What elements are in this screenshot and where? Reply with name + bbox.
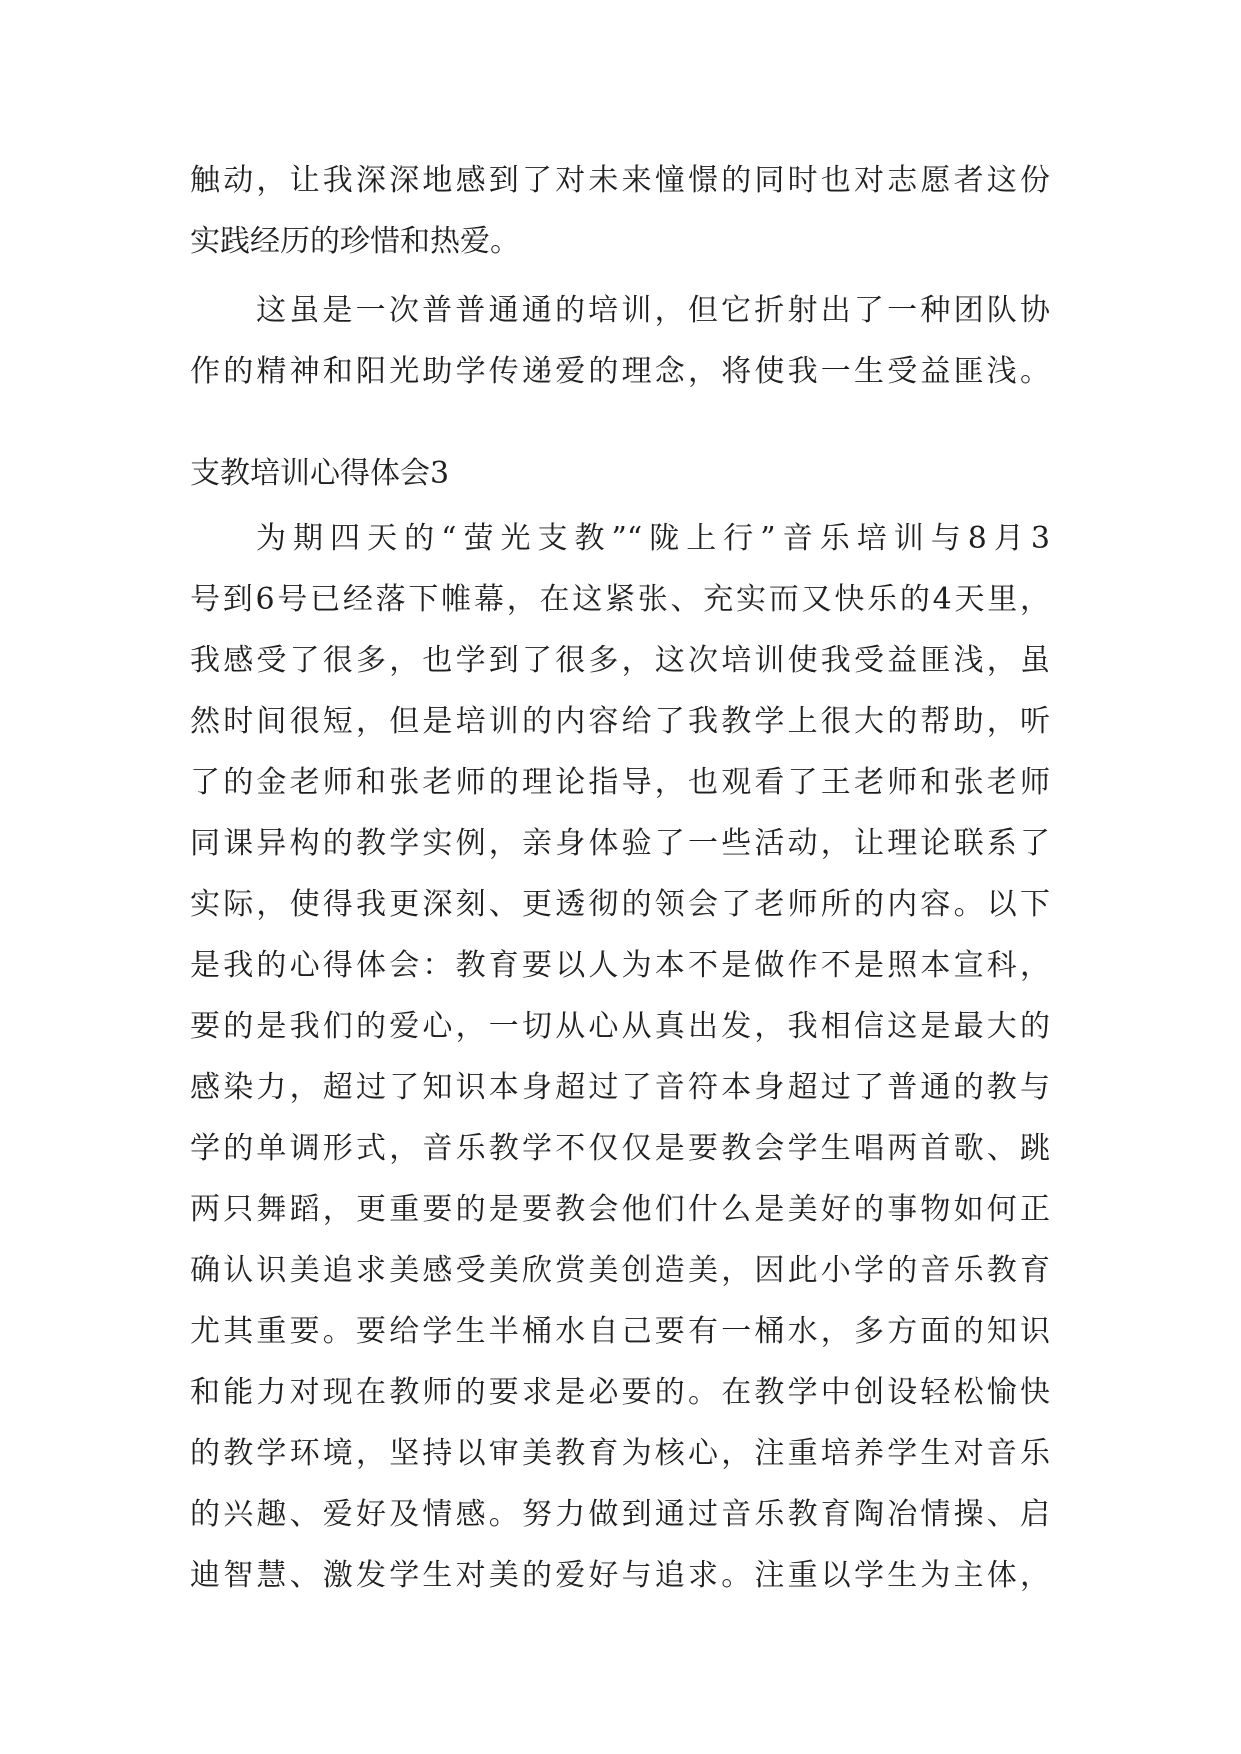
paragraph-line: 我感受了很多，也学到了很多，这次培训使我受益匪浅，虽: [190, 643, 1050, 678]
paragraph-line: 和能力对现在教师的要求是必要的。在教学中创设轻松愉快: [190, 1375, 1050, 1410]
paragraph-line: 同课异构的教学实例，亲身体验了一些活动，让理论联系了: [190, 826, 1050, 861]
paragraph-line: 两只舞蹈，更重要的是要教会他们什么是美好的事物如何正: [190, 1192, 1050, 1227]
paragraph-line: 是我的心得体会：教育要以人为本不是做作不是照本宣科，: [190, 948, 1050, 983]
paragraph-line: 迪智慧、激发学生对美的爱好与追求。注重以学生为主体，: [190, 1558, 1050, 1593]
paragraph-line: 为期四天的“萤光支教”“陇上行”音乐培训与8月3: [256, 521, 1050, 556]
paragraph-line: 实际，使得我更深刻、更透彻的领会了老师所的内容。以下: [190, 887, 1050, 922]
paragraph-line: 然时间很短，但是培训的内容给了我教学上很大的帮助，听: [190, 704, 1050, 739]
paragraph-line: 感染力，超过了知识本身超过了音符本身超过了普通的教与: [190, 1070, 1050, 1105]
paragraph-line: 号到6号已经落下帷幕，在这紧张、充实而又快乐的4天里，: [190, 582, 1050, 617]
paragraph-line: 要的是我们的爱心，一切从心从真出发，我相信这是最大的: [190, 1009, 1050, 1044]
paragraph-line: 确认识美追求美感受美欣赏美创造美，因此小学的音乐教育: [190, 1253, 1050, 1288]
paragraph-line: 了的金老师和张老师的理论指导，也观看了王老师和张老师: [190, 765, 1050, 800]
paragraph-line: 作的精神和阳光助学传递爱的理念，将使我一生受益匪浅。: [190, 354, 1050, 389]
paragraph-line: 实践经历的珍惜和热爱。: [190, 224, 520, 259]
paragraph-line: 尤其重要。要给学生半桶水自己要有一桶水，多方面的知识: [190, 1314, 1050, 1349]
paragraph-line: 的教学环境，坚持以审美教育为核心，注重培养学生对音乐: [190, 1436, 1050, 1471]
paragraph-line: 学的单调形式，音乐教学不仅仅是要教会学生唱两首歌、跳: [190, 1131, 1050, 1166]
paragraph-line: 这虽是一次普普通通的培训，但它折射出了一种团队协: [256, 293, 1050, 328]
section-heading: 支教培训心得体会3: [190, 456, 450, 491]
paragraph-line: 的兴趣、爱好及情感。努力做到通过音乐教育陶冶情操、启: [190, 1497, 1050, 1532]
paragraph-line: 触动，让我深深地感到了对未来憧憬的同时也对志愿者这份: [190, 163, 1050, 198]
